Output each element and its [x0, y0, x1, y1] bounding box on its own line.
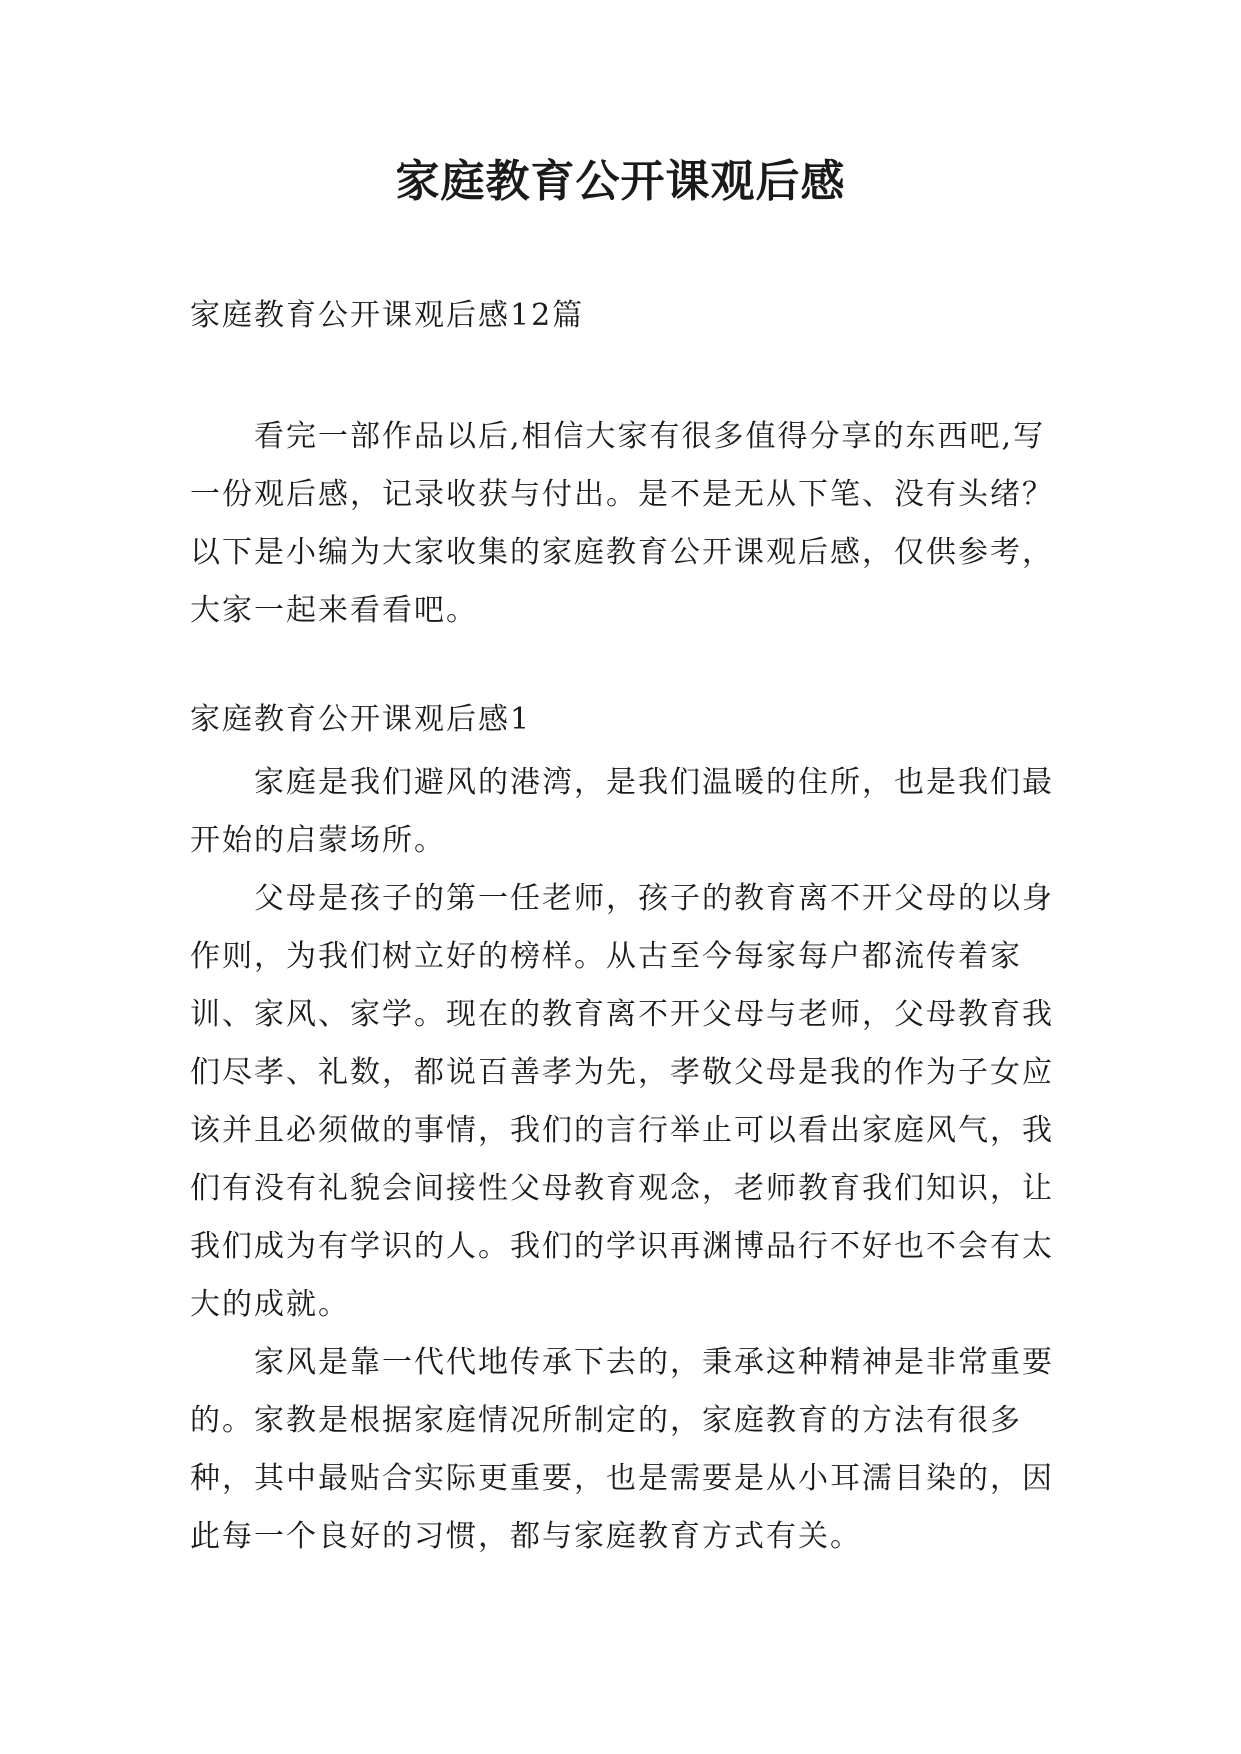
intro-block: [190, 408, 1058, 640]
document-title: 家庭教育公开课观后感: [395, 156, 846, 207]
essay-section-1: [190, 700, 1058, 1566]
document-subtitle: 家庭教育公开课观后感12篇: [190, 298, 585, 333]
section-heading: 家庭教育公开课观后感1: [190, 702, 532, 737]
paragraph-1: 家庭是我们避风的港湾，是我们温暖的住所，也是我们最开始的启蒙场所。: [190, 765, 1054, 858]
paragraph-2: 父母是孩子的第一任老师，孩子的教育离不开父母的以身作则，为我们树立好的榜样。从古至今每家每户都流传着家训、家风、家学。现在的教育离不开父母与老师，父母教育我们尽孝、礼数，都说百善孝为先，孝敬父母是我的作为子女应该并且必须做的事情，我们的言行举止可以看出家庭风气，我们有没有礼貌会间接性父母教育观念，老师教育我们知识，让我们成为有学识的人。我们的学识再渊博品行不好也不会有太大的成就。: [190, 881, 1054, 1322]
intro-paragraph: 看完一部作品以后,相信大家有很多值得分享的东西吧,写一份观后感，记录收获与付出。是不是无从下笔、没有头绪？以下是小编为大家收集的家庭教育公开课观后感，仅供参考，大家一起来看看吧。: [190, 419, 1054, 628]
paragraph-3: 家风是靠一代代地传承下去的，秉承这种精神是非常重要的。家教是根据家庭情况所制定的，家庭教育的方法有很多种，其中最贴合实际更重要，也是需要是从小耳濡目染的，因此每一个良好的习惯，都与家庭教育方式有关。: [190, 1345, 1054, 1554]
